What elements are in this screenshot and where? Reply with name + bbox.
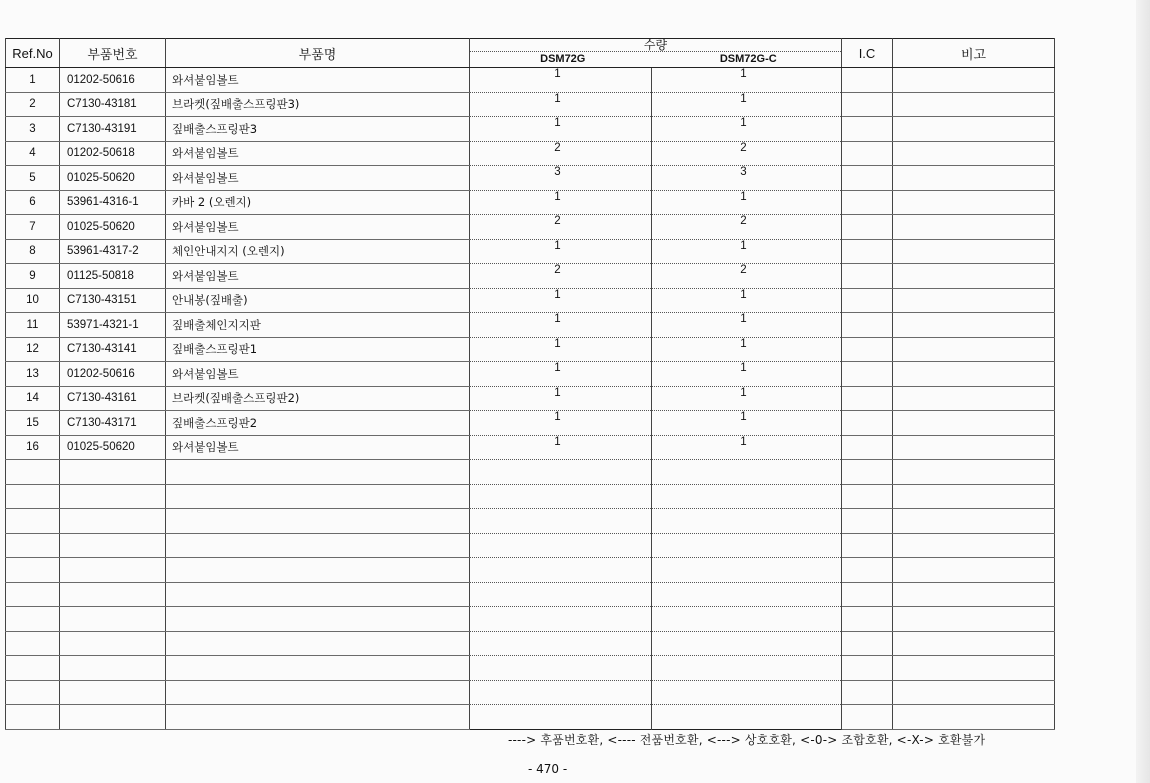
page-number: - 470 - <box>528 762 568 776</box>
remarks-cell <box>893 215 1055 240</box>
table-row <box>6 264 1055 289</box>
compatibility-legend: ----> 후품번호환, <---- 전품번호환, <---> 상호호환, <-0-> 조합호환, <-X-> 호환불가 <box>508 733 986 747</box>
empty-cell <box>470 533 652 558</box>
empty-row <box>6 484 1055 509</box>
part-name-cell: 체인안내지지 (오렌지) <box>166 239 470 264</box>
ref-no-cell: 13 <box>6 362 60 387</box>
empty-cell <box>60 631 166 656</box>
qty-dsm72g-cell <box>470 141 652 166</box>
empty-cell <box>652 484 842 509</box>
quantity-value: 2 <box>740 215 747 227</box>
ic-cell <box>842 435 893 460</box>
part-name-cell: 와셔붙임볼트 <box>166 264 470 289</box>
empty-cell <box>60 484 166 509</box>
empty-cell <box>60 582 166 607</box>
empty-cell <box>652 705 842 730</box>
empty-row <box>6 607 1055 632</box>
empty-cell <box>6 460 60 485</box>
qty-dsm72g-cell <box>470 92 652 117</box>
empty-cell <box>842 558 893 583</box>
quantity-value: 1 <box>554 190 561 203</box>
ref-no-cell: 1 <box>6 68 60 93</box>
qty-dsm72g-c-cell <box>652 92 842 117</box>
empty-cell <box>470 460 652 485</box>
part-name-cell: 짚배출스프링판3 <box>166 117 470 142</box>
empty-cell <box>470 484 652 509</box>
empty-cell <box>6 607 60 632</box>
qty-dsm72g-c-cell <box>652 239 842 264</box>
remarks-cell <box>893 337 1055 362</box>
quantity-value: 1 <box>740 68 747 80</box>
quantity-value: 2 <box>554 215 561 227</box>
empty-cell <box>652 680 842 705</box>
empty-cell <box>60 656 166 681</box>
qty-dsm72g-c-cell <box>652 313 842 338</box>
empty-cell <box>166 484 470 509</box>
empty-cell <box>652 509 842 534</box>
part-name-cell: 짚배출스프링판2 <box>166 411 470 436</box>
ref-no-cell: 2 <box>6 92 60 117</box>
part-number-cell: 53961-4317-2 <box>60 239 166 264</box>
qty-dsm72g-c-cell <box>652 386 842 411</box>
empty-cell <box>842 607 893 632</box>
quantity-value: 1 <box>554 435 561 448</box>
quantity-value: 3 <box>554 166 561 178</box>
empty-cell <box>6 680 60 705</box>
empty-cell <box>893 484 1055 509</box>
ic-cell <box>842 288 893 313</box>
part-number-cell: 01025-50620 <box>60 166 166 191</box>
ref-no-cell: 4 <box>6 141 60 166</box>
empty-cell <box>470 656 652 681</box>
empty-cell <box>6 509 60 534</box>
empty-cell <box>842 705 893 730</box>
quantity-value: 1 <box>740 92 747 105</box>
empty-cell <box>166 533 470 558</box>
table-header <box>6 39 1055 68</box>
ic-cell <box>842 362 893 387</box>
empty-cell <box>893 558 1055 583</box>
part-number-cell: C7130-43161 <box>60 386 166 411</box>
remarks-cell <box>893 190 1055 215</box>
ic-cell <box>842 141 893 166</box>
remarks-cell <box>893 313 1055 338</box>
empty-cell <box>652 460 842 485</box>
empty-row <box>6 460 1055 485</box>
part-name-cell: 브라켓(짚배출스프링판2) <box>166 386 470 411</box>
qty-dsm72g-cell <box>470 386 652 411</box>
empty-cell <box>652 631 842 656</box>
ref-no-cell: 7 <box>6 215 60 240</box>
empty-cell <box>893 582 1055 607</box>
quantity-value: 1 <box>554 117 561 129</box>
empty-cell <box>166 607 470 632</box>
ref-no-cell: 10 <box>6 288 60 313</box>
ref-no-cell: 5 <box>6 166 60 191</box>
part-number-cell: 01202-50616 <box>60 362 166 387</box>
quantity-value: 1 <box>740 411 747 423</box>
quantity-value: 1 <box>554 362 561 374</box>
header-ic: I.C <box>842 39 893 68</box>
ref-no-cell: 9 <box>6 264 60 289</box>
table-row <box>6 117 1055 142</box>
empty-cell <box>60 705 166 730</box>
ref-no-cell: 3 <box>6 117 60 142</box>
quantity-value: 1 <box>740 288 747 301</box>
ref-no-cell: 15 <box>6 411 60 436</box>
empty-cell <box>6 558 60 583</box>
empty-cell <box>842 484 893 509</box>
table-row <box>6 337 1055 362</box>
qty-dsm72g-c-cell <box>652 362 842 387</box>
empty-cell <box>652 607 842 632</box>
quantity-value: 2 <box>740 141 747 154</box>
empty-cell <box>6 533 60 558</box>
table-body <box>6 68 1055 730</box>
part-number-cell: 01025-50620 <box>60 215 166 240</box>
quantity-value: 1 <box>740 435 747 448</box>
header-model-dsm72g: DSM72G <box>540 53 586 65</box>
empty-cell <box>893 460 1055 485</box>
qty-dsm72g-c-cell <box>652 288 842 313</box>
quantity-value: 1 <box>554 68 561 80</box>
empty-cell <box>842 656 893 681</box>
quantity-value: 1 <box>740 313 747 325</box>
quantity-value: 1 <box>554 386 561 399</box>
table-row <box>6 386 1055 411</box>
table-row <box>6 166 1055 191</box>
empty-cell <box>166 705 470 730</box>
part-number-cell: 53971-4321-1 <box>60 313 166 338</box>
remarks-cell <box>893 141 1055 166</box>
qty-dsm72g-cell <box>470 239 652 264</box>
empty-cell <box>893 509 1055 534</box>
empty-cell <box>652 558 842 583</box>
part-name-cell: 와셔붙임볼트 <box>166 435 470 460</box>
quantity-value: 1 <box>554 337 561 350</box>
quantity-value: 1 <box>740 239 747 252</box>
empty-cell <box>166 509 470 534</box>
qty-dsm72g-cell <box>470 264 652 289</box>
part-number-cell: 01202-50616 <box>60 68 166 93</box>
empty-row <box>6 509 1055 534</box>
ic-cell <box>842 411 893 436</box>
qty-dsm72g-cell <box>470 215 652 240</box>
table-row <box>6 215 1055 240</box>
table-row <box>6 68 1055 93</box>
qty-dsm72g-c-cell <box>652 141 842 166</box>
empty-row <box>6 680 1055 705</box>
empty-cell <box>470 631 652 656</box>
qty-dsm72g-c-cell <box>652 411 842 436</box>
remarks-cell <box>893 239 1055 264</box>
ic-cell <box>842 92 893 117</box>
part-number-cell: 01202-50618 <box>60 141 166 166</box>
header-ref-no: Ref.No <box>6 39 60 68</box>
remarks-cell <box>893 435 1055 460</box>
qty-dsm72g-c-cell <box>652 166 842 191</box>
qty-dsm72g-c-cell <box>652 215 842 240</box>
quantity-value: 1 <box>740 337 747 350</box>
header-model-dsm72g-c: DSM72G-C <box>719 53 777 65</box>
part-name-cell: 와셔붙임볼트 <box>166 141 470 166</box>
empty-cell <box>6 484 60 509</box>
part-number-cell: C7130-43141 <box>60 337 166 362</box>
remarks-cell <box>893 288 1055 313</box>
empty-cell <box>842 631 893 656</box>
part-name-cell: 짚배출스프링판1 <box>166 337 470 362</box>
part-name-cell: 카바 2 (오렌지) <box>166 190 470 215</box>
empty-cell <box>60 607 166 632</box>
empty-cell <box>166 631 470 656</box>
empty-cell <box>60 680 166 705</box>
quantity-value: 1 <box>554 239 561 252</box>
part-number-cell: C7130-43151 <box>60 288 166 313</box>
empty-cell <box>470 582 652 607</box>
empty-cell <box>893 607 1055 632</box>
empty-cell <box>470 705 652 730</box>
ic-cell <box>842 190 893 215</box>
empty-cell <box>842 680 893 705</box>
part-number-cell: 53961-4316-1 <box>60 190 166 215</box>
empty-cell <box>470 607 652 632</box>
parts-table <box>5 38 1055 730</box>
quantity-value: 1 <box>740 386 747 399</box>
table-row <box>6 362 1055 387</box>
empty-row <box>6 705 1055 730</box>
qty-dsm72g-c-cell <box>652 337 842 362</box>
quantity-value: 1 <box>554 411 561 423</box>
qty-dsm72g-cell <box>470 411 652 436</box>
table-row <box>6 313 1055 338</box>
table-row <box>6 288 1055 313</box>
empty-row <box>6 656 1055 681</box>
empty-cell <box>60 509 166 534</box>
part-number-cell: 01025-50620 <box>60 435 166 460</box>
ic-cell <box>842 166 893 191</box>
ref-no-cell: 12 <box>6 337 60 362</box>
ref-no-cell: 8 <box>6 239 60 264</box>
part-name-cell: 안내봉(짚배출) <box>166 288 470 313</box>
empty-cell <box>6 705 60 730</box>
part-name-cell: 짚배출체인지지판 <box>166 313 470 338</box>
qty-dsm72g-cell <box>470 288 652 313</box>
part-number-cell: C7130-43181 <box>60 92 166 117</box>
qty-dsm72g-cell <box>470 68 652 93</box>
remarks-cell <box>893 68 1055 93</box>
empty-cell <box>893 680 1055 705</box>
qty-dsm72g-cell <box>470 166 652 191</box>
part-number-cell: 01125-50818 <box>60 264 166 289</box>
part-name-cell: 와셔붙임볼트 <box>166 166 470 191</box>
empty-cell <box>6 656 60 681</box>
header-part-name: 부품명 <box>166 39 470 68</box>
quantity-value: 1 <box>740 190 747 203</box>
qty-dsm72g-c-cell <box>652 435 842 460</box>
quantity-value: 1 <box>554 313 561 325</box>
remarks-cell <box>893 92 1055 117</box>
ref-no-cell: 16 <box>6 435 60 460</box>
empty-cell <box>893 533 1055 558</box>
header-remarks: 비고 <box>893 39 1055 68</box>
quantity-value: 1 <box>554 288 561 301</box>
empty-cell <box>166 558 470 583</box>
quantity-value: 3 <box>740 166 747 178</box>
ic-cell <box>842 68 893 93</box>
empty-cell <box>842 460 893 485</box>
empty-row <box>6 582 1055 607</box>
qty-dsm72g-cell <box>470 337 652 362</box>
empty-row <box>6 533 1055 558</box>
quantity-value: 2 <box>554 264 561 276</box>
qty-dsm72g-cell <box>470 190 652 215</box>
empty-cell <box>6 631 60 656</box>
empty-cell <box>893 656 1055 681</box>
ic-cell <box>842 117 893 142</box>
empty-cell <box>60 460 166 485</box>
part-number-cell: C7130-43171 <box>60 411 166 436</box>
qty-dsm72g-c-cell <box>652 264 842 289</box>
quantity-value: 2 <box>554 141 561 154</box>
table-row <box>6 190 1055 215</box>
remarks-cell <box>893 264 1055 289</box>
table-row <box>6 141 1055 166</box>
empty-cell <box>166 582 470 607</box>
empty-cell <box>166 460 470 485</box>
quantity-value: 2 <box>740 264 747 276</box>
ic-cell <box>842 337 893 362</box>
table-row <box>6 92 1055 117</box>
qty-dsm72g-cell <box>470 435 652 460</box>
remarks-cell <box>893 411 1055 436</box>
quantity-value: 1 <box>740 117 747 129</box>
qty-dsm72g-cell <box>470 313 652 338</box>
empty-row <box>6 631 1055 656</box>
header-part-number: 부품번호 <box>60 39 166 68</box>
table-row <box>6 239 1055 264</box>
header-quantity-group <box>470 39 842 68</box>
header-quantity: 수량 <box>470 39 841 52</box>
page-edge-shadow <box>1136 0 1150 783</box>
qty-dsm72g-c-cell <box>652 190 842 215</box>
part-number-cell: C7130-43191 <box>60 117 166 142</box>
qty-dsm72g-c-cell <box>652 117 842 142</box>
part-name-cell: 와셔붙임볼트 <box>166 215 470 240</box>
empty-cell <box>842 582 893 607</box>
empty-cell <box>893 705 1055 730</box>
empty-cell <box>470 558 652 583</box>
part-name-cell: 와셔붙임볼트 <box>166 68 470 93</box>
ref-no-cell: 6 <box>6 190 60 215</box>
part-name-cell: 와셔붙임볼트 <box>166 362 470 387</box>
remarks-cell <box>893 117 1055 142</box>
empty-cell <box>652 533 842 558</box>
quantity-value: 1 <box>740 362 747 374</box>
table-row <box>6 411 1055 436</box>
remarks-cell <box>893 386 1055 411</box>
table-row <box>6 435 1055 460</box>
ref-no-cell: 14 <box>6 386 60 411</box>
empty-cell <box>166 656 470 681</box>
empty-cell <box>893 631 1055 656</box>
empty-cell <box>60 533 166 558</box>
ic-cell <box>842 239 893 264</box>
remarks-cell <box>893 362 1055 387</box>
ic-cell <box>842 386 893 411</box>
ic-cell <box>842 313 893 338</box>
qty-dsm72g-cell <box>470 362 652 387</box>
empty-cell <box>470 509 652 534</box>
empty-cell <box>652 656 842 681</box>
empty-cell <box>60 558 166 583</box>
empty-cell <box>6 582 60 607</box>
remarks-cell <box>893 166 1055 191</box>
empty-cell <box>470 680 652 705</box>
empty-cell <box>652 582 842 607</box>
empty-cell <box>842 533 893 558</box>
ref-no-cell: 11 <box>6 313 60 338</box>
part-name-cell: 브라켓(짚배출스프링판3) <box>166 92 470 117</box>
qty-dsm72g-cell <box>470 117 652 142</box>
empty-cell <box>842 509 893 534</box>
ic-cell <box>842 215 893 240</box>
qty-dsm72g-c-cell <box>652 68 842 93</box>
quantity-value: 1 <box>554 92 561 105</box>
empty-cell <box>166 680 470 705</box>
empty-row <box>6 558 1055 583</box>
ic-cell <box>842 264 893 289</box>
